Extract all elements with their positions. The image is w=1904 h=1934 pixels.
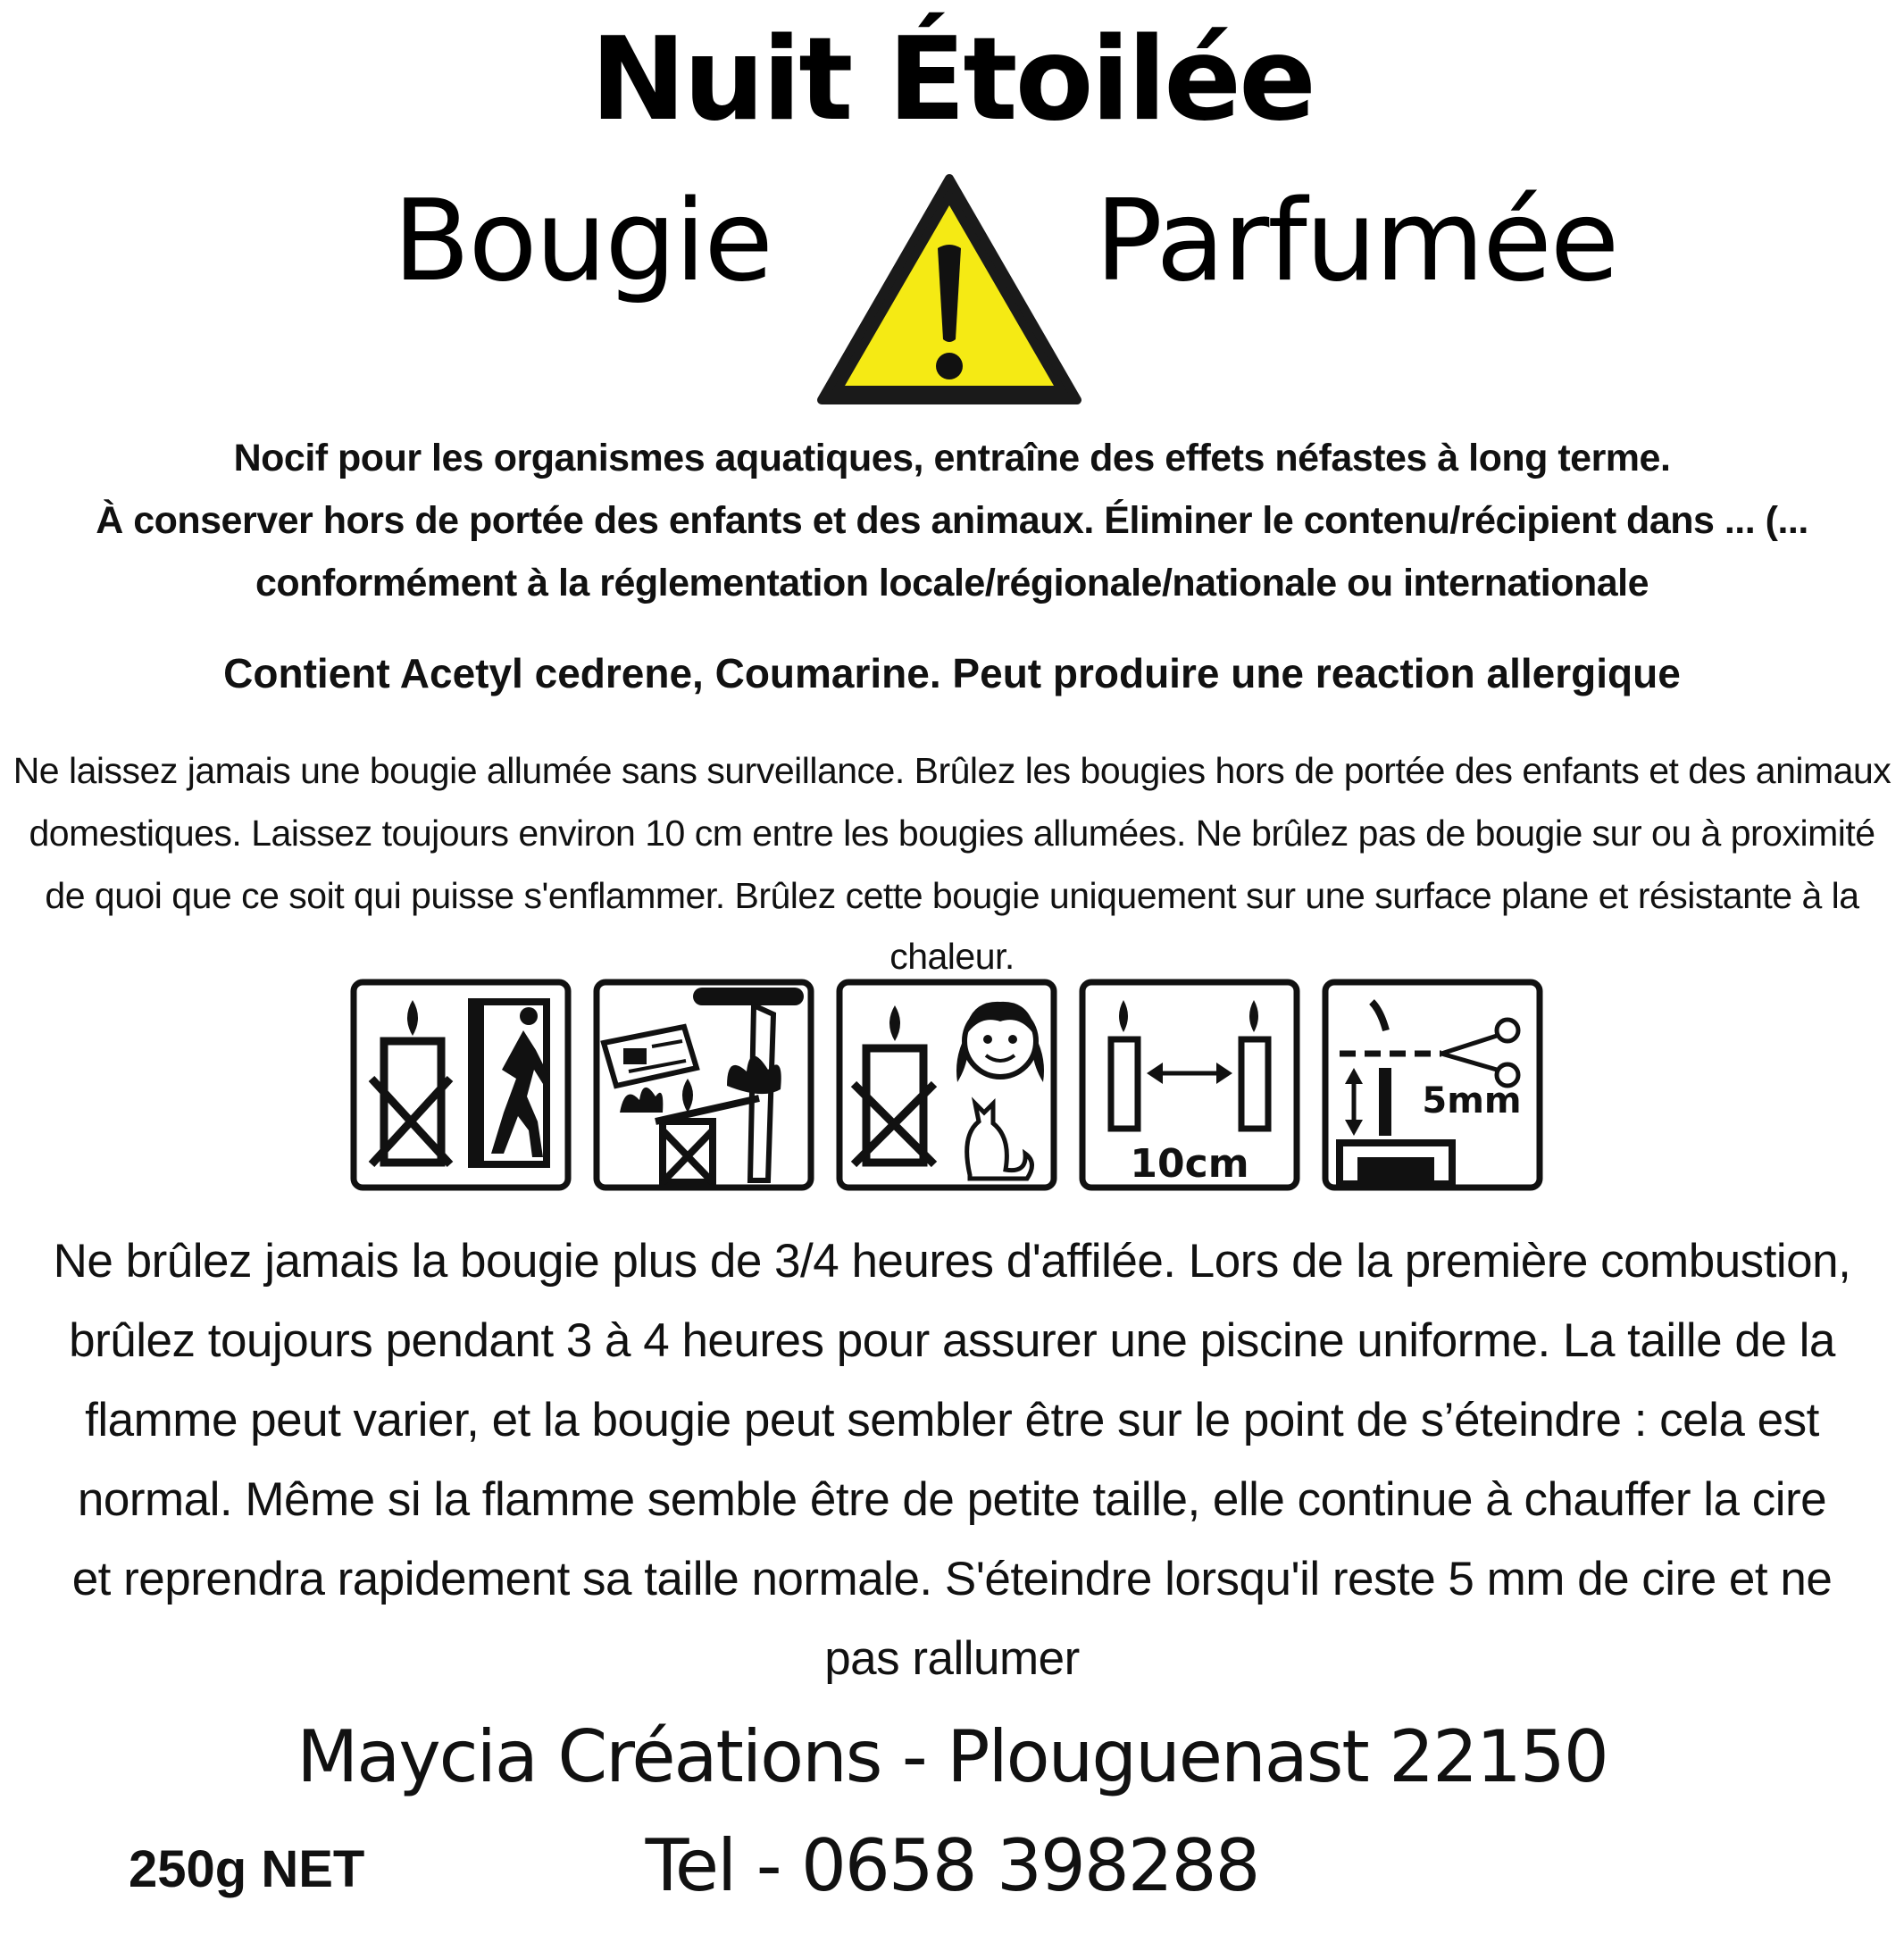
wick-length-label: 5mm (1422, 1080, 1522, 1121)
burn-instructions-6: pas rallumer (824, 1632, 1080, 1685)
flammable-materials-icon (593, 979, 814, 1191)
candle-distance-icon (1079, 979, 1300, 1191)
trim-wick-icon (1322, 979, 1543, 1191)
subtitle-bougie: Bougie (393, 175, 772, 306)
distance-label: 10cm (1130, 1141, 1249, 1187)
safety-line-2: domestiques. Laissez toujours environ 10 cm entre les bougies allumées. Ne brûlez pas de bougie sur ou à proximité (29, 813, 1875, 854)
safety-pictograms (350, 979, 1550, 1196)
children-pets-icon (836, 979, 1057, 1191)
burn-instructions-2: brûlez toujours pendant 3 à 4 heures pour assurer une piscine uniforme. La taille de la (69, 1314, 1835, 1367)
safety-line-3: de quoi que ce soit qui puisse s'enflammer. Brûlez cette bougie uniquement sur une surface plane et résistante à la (45, 875, 1859, 916)
safety-line-1: Ne laissez jamais une bougie allumée sans surveillance. Brûlez les bougies hors de portée des enfants et des animaux (13, 750, 1891, 791)
burn-instructions-1: Ne brûlez jamais la bougie plus de 3/4 heures d'affilée. Lors de la première combustion, (53, 1235, 1851, 1288)
maker-phone: Tel - 0658 398288 (645, 1824, 1259, 1907)
hazard-statement-1: Nocif pour les organismes aquatiques, entraîne des effets néfastes à long terme. (233, 437, 1671, 479)
subtitle-parfumee: Parfumée (1095, 175, 1618, 306)
safety-line-4: chaleur. (889, 936, 1015, 977)
maker-address: Maycia Créations - Plouguenast 22150 (296, 1715, 1608, 1798)
hazard-statement-3: conformément à la réglementation locale/régionale/nationale ou internationale (255, 562, 1649, 604)
allergen-statement: Contient Acetyl cedrene, Coumarine. Peut produire une reaction allergique (223, 650, 1681, 696)
warning-triangle-icon (813, 170, 1086, 411)
burn-instructions-5: et reprendra rapidement sa taille normale. S'éteindre lorsqu'il reste 5 mm de cire et ne (71, 1553, 1833, 1605)
burn-instructions-3: flamme peut varier, et la bougie peut sembler être sur le point de s’éteindre : cela est (85, 1394, 1819, 1446)
hazard-statement-2: À conserver hors de portée des enfants et des animaux. Éliminer le contenu/récipient dans ... (... (96, 499, 1808, 542)
product-title: Nuit Étoilée (590, 13, 1314, 146)
no-unattended-candle-icon (350, 979, 572, 1191)
net-weight: 250g NET (129, 1840, 365, 1898)
burn-instructions-4: normal. Même si la flamme semble être de petite taille, elle continue à chauffer la cire (77, 1473, 1827, 1526)
